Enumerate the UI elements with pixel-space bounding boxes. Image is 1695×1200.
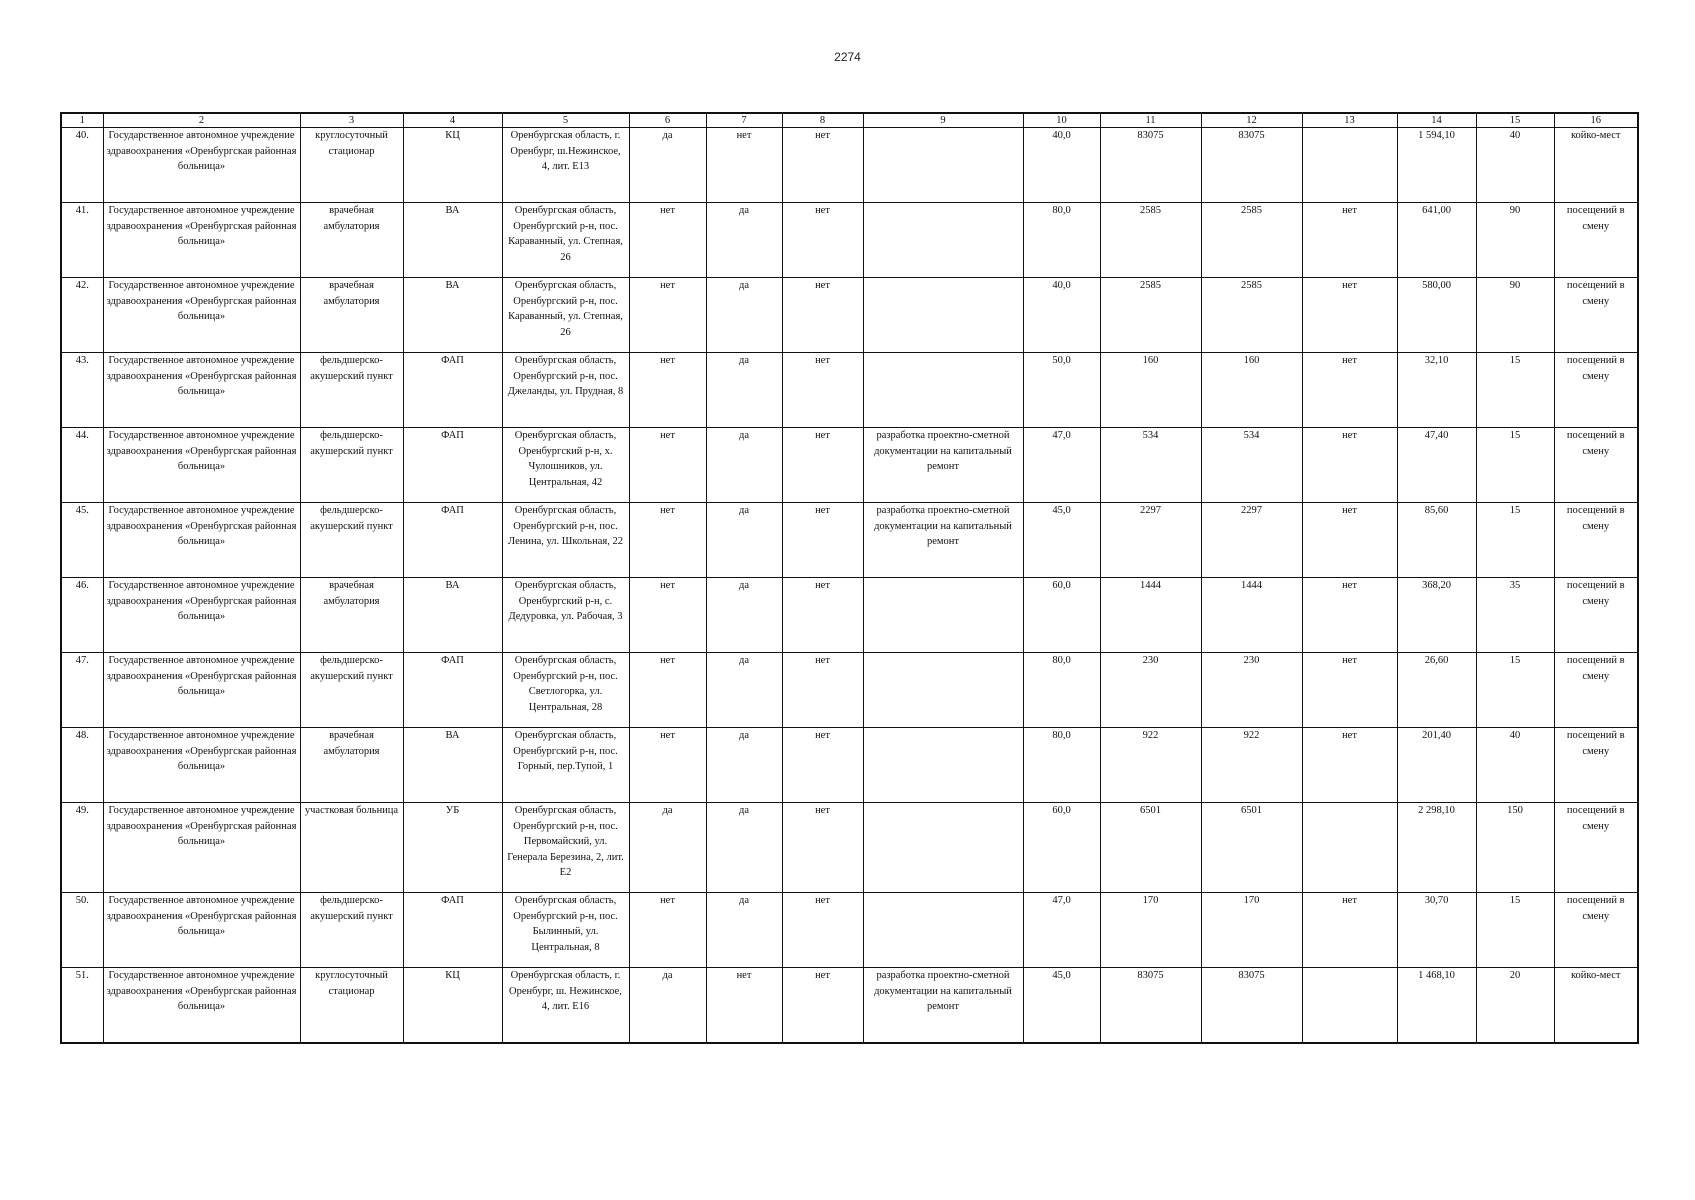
col-7-value: да xyxy=(706,653,782,728)
col-6-value: нет xyxy=(629,353,706,428)
row-number: 42. xyxy=(61,278,103,353)
facility-type: врачебная амбулатория xyxy=(300,728,403,803)
col-14-value: 1 594,10 xyxy=(1397,128,1476,203)
col-6-value: нет xyxy=(629,728,706,803)
column-header-7: 7 xyxy=(706,113,782,128)
works-description xyxy=(863,578,1023,653)
col-13-value xyxy=(1302,968,1397,1043)
col-8-value: нет xyxy=(782,503,863,578)
column-header-3: 3 xyxy=(300,113,403,128)
col-15-value: 90 xyxy=(1476,278,1554,353)
facility-type: врачебная амбулатория xyxy=(300,278,403,353)
col-15-value: 90 xyxy=(1476,203,1554,278)
facility-type: круглосуточный стационар xyxy=(300,128,403,203)
col-8-value: нет xyxy=(782,353,863,428)
address: Оренбургская область, Оренбургский р-н, х. Чулошников, ул. Центральная, 42 xyxy=(502,428,629,503)
capacity-unit: посещений в смену xyxy=(1554,503,1638,578)
address: Оренбургская область, Оренбургский р-н, пос. Былинный, ул. Центральная, 8 xyxy=(502,893,629,968)
table-row xyxy=(61,728,1638,803)
address: Оренбургская область, Оренбургский р-н, пос. Первомайский, ул. Генерала Березина, 2, лит. Е2 xyxy=(502,803,629,893)
col-10-value: 47,0 xyxy=(1023,428,1100,503)
col-6-value: нет xyxy=(629,278,706,353)
column-header-14: 14 xyxy=(1397,113,1476,128)
address: Оренбургская область, Оренбургский р-н, пос. Джеланды, ул. Прудная, 8 xyxy=(502,353,629,428)
row-number: 45. xyxy=(61,503,103,578)
works-description xyxy=(863,653,1023,728)
col-7-value: да xyxy=(706,353,782,428)
col-13-value: нет xyxy=(1302,728,1397,803)
facility-code: КЦ xyxy=(403,968,502,1043)
col-6-value: нет xyxy=(629,428,706,503)
col-13-value xyxy=(1302,803,1397,893)
column-header-5: 5 xyxy=(502,113,629,128)
facility-type: фельдшерско-акушерский пункт xyxy=(300,893,403,968)
organization-name: Государственное автономное учреждение здравоохранения «Оренбургская районная больница» xyxy=(103,278,300,353)
col-11-value: 922 xyxy=(1100,728,1201,803)
col-13-value: нет xyxy=(1302,893,1397,968)
works-description: разработка проектно-сметной документации на капитальный ремонт xyxy=(863,503,1023,578)
col-15-value: 150 xyxy=(1476,803,1554,893)
col-15-value: 40 xyxy=(1476,128,1554,203)
col-15-value: 15 xyxy=(1476,503,1554,578)
table-row xyxy=(61,578,1638,653)
col-14-value: 580,00 xyxy=(1397,278,1476,353)
col-11-value: 534 xyxy=(1100,428,1201,503)
col-11-value: 83075 xyxy=(1100,128,1201,203)
works-description xyxy=(863,893,1023,968)
col-15-value: 20 xyxy=(1476,968,1554,1043)
table-row xyxy=(61,803,1638,893)
facility-code: ФАП xyxy=(403,653,502,728)
col-10-value: 80,0 xyxy=(1023,203,1100,278)
row-number: 43. xyxy=(61,353,103,428)
col-11-value: 6501 xyxy=(1100,803,1201,893)
table-row xyxy=(61,653,1638,728)
facility-code: ФАП xyxy=(403,353,502,428)
capacity-unit: посещений в смену xyxy=(1554,653,1638,728)
column-header-13: 13 xyxy=(1302,113,1397,128)
col-7-value: нет xyxy=(706,128,782,203)
col-12-value: 2585 xyxy=(1201,278,1302,353)
page-number: 2274 xyxy=(834,50,861,64)
col-12-value: 83075 xyxy=(1201,128,1302,203)
col-11-value: 2297 xyxy=(1100,503,1201,578)
organization-name: Государственное автономное учреждение здравоохранения «Оренбургская районная больница» xyxy=(103,578,300,653)
works-description xyxy=(863,278,1023,353)
col-8-value: нет xyxy=(782,803,863,893)
col-15-value: 15 xyxy=(1476,653,1554,728)
facility-code: УБ xyxy=(403,803,502,893)
capacity-unit: посещений в смену xyxy=(1554,203,1638,278)
facility-type: круглосуточный стационар xyxy=(300,968,403,1043)
organization-name: Государственное автономное учреждение здравоохранения «Оренбургская районная больница» xyxy=(103,203,300,278)
organization-name: Государственное автономное учреждение здравоохранения «Оренбургская районная больница» xyxy=(103,968,300,1043)
column-header-11: 11 xyxy=(1100,113,1201,128)
organization-name: Государственное автономное учреждение здравоохранения «Оренбургская районная больница» xyxy=(103,728,300,803)
col-10-value: 45,0 xyxy=(1023,968,1100,1043)
row-number: 41. xyxy=(61,203,103,278)
col-10-value: 47,0 xyxy=(1023,893,1100,968)
address: Оренбургская область, г. Оренбург, ш. Нежинское, 4, лит. Е16 xyxy=(502,968,629,1043)
facilities-table xyxy=(60,112,1639,1044)
column-header-6: 6 xyxy=(629,113,706,128)
table-row xyxy=(61,278,1638,353)
col-15-value: 40 xyxy=(1476,728,1554,803)
col-8-value: нет xyxy=(782,968,863,1043)
col-6-value: нет xyxy=(629,203,706,278)
organization-name: Государственное автономное учреждение здравоохранения «Оренбургская районная больница» xyxy=(103,893,300,968)
row-number: 47. xyxy=(61,653,103,728)
col-6-value: да xyxy=(629,968,706,1043)
organization-name: Государственное автономное учреждение здравоохранения «Оренбургская районная больница» xyxy=(103,803,300,893)
facility-type: врачебная амбулатория xyxy=(300,578,403,653)
col-14-value: 85,60 xyxy=(1397,503,1476,578)
column-header-1: 1 xyxy=(61,113,103,128)
table-body xyxy=(61,128,1638,1043)
col-14-value: 47,40 xyxy=(1397,428,1476,503)
address: Оренбургская область, Оренбургский р-н, пос. Караванный, ул. Степная, 26 xyxy=(502,278,629,353)
facility-code: ВА xyxy=(403,203,502,278)
col-10-value: 60,0 xyxy=(1023,578,1100,653)
works-description xyxy=(863,128,1023,203)
col-15-value: 15 xyxy=(1476,353,1554,428)
col-13-value: нет xyxy=(1302,578,1397,653)
col-7-value: нет xyxy=(706,968,782,1043)
col-8-value: нет xyxy=(782,578,863,653)
capacity-unit: посещений в смену xyxy=(1554,803,1638,893)
col-11-value: 2585 xyxy=(1100,203,1201,278)
col-10-value: 60,0 xyxy=(1023,803,1100,893)
col-7-value: да xyxy=(706,203,782,278)
col-11-value: 160 xyxy=(1100,353,1201,428)
address: Оренбургская область, Оренбургский р-н, с. Дедуровка, ул. Рабочая, 3 xyxy=(502,578,629,653)
col-14-value: 368,20 xyxy=(1397,578,1476,653)
row-number: 44. xyxy=(61,428,103,503)
col-7-value: да xyxy=(706,278,782,353)
col-8-value: нет xyxy=(782,203,863,278)
col-13-value xyxy=(1302,128,1397,203)
col-14-value: 2 298,10 xyxy=(1397,803,1476,893)
col-6-value: нет xyxy=(629,893,706,968)
capacity-unit: посещений в смену xyxy=(1554,728,1638,803)
address: Оренбургская область, г. Оренбург, ш.Нежинское, 4, лит. Е13 xyxy=(502,128,629,203)
col-12-value: 230 xyxy=(1201,653,1302,728)
col-12-value: 922 xyxy=(1201,728,1302,803)
facility-code: КЦ xyxy=(403,128,502,203)
col-14-value: 201,40 xyxy=(1397,728,1476,803)
col-6-value: нет xyxy=(629,578,706,653)
col-12-value: 2585 xyxy=(1201,203,1302,278)
col-15-value: 15 xyxy=(1476,428,1554,503)
col-13-value: нет xyxy=(1302,428,1397,503)
col-11-value: 2585 xyxy=(1100,278,1201,353)
row-number: 40. xyxy=(61,128,103,203)
capacity-unit: посещений в смену xyxy=(1554,893,1638,968)
organization-name: Государственное автономное учреждение здравоохранения «Оренбургская районная больница» xyxy=(103,428,300,503)
row-number: 50. xyxy=(61,893,103,968)
works-description: разработка проектно-сметной документации на капитальный ремонт xyxy=(863,968,1023,1043)
capacity-unit: посещений в смену xyxy=(1554,353,1638,428)
capacity-unit: койко-мест xyxy=(1554,968,1638,1043)
col-7-value: да xyxy=(706,428,782,503)
col-12-value: 6501 xyxy=(1201,803,1302,893)
facility-code: ФАП xyxy=(403,893,502,968)
facility-type: врачебная амбулатория xyxy=(300,203,403,278)
table-row xyxy=(61,968,1638,1043)
col-10-value: 40,0 xyxy=(1023,128,1100,203)
col-7-value: да xyxy=(706,503,782,578)
table-row xyxy=(61,203,1638,278)
column-header-15: 15 xyxy=(1476,113,1554,128)
col-14-value: 32,10 xyxy=(1397,353,1476,428)
column-header-4: 4 xyxy=(403,113,502,128)
col-6-value: да xyxy=(629,128,706,203)
col-7-value: да xyxy=(706,578,782,653)
table-row xyxy=(61,503,1638,578)
organization-name: Государственное автономное учреждение здравоохранения «Оренбургская районная больница» xyxy=(103,653,300,728)
facility-type: фельдшерско-акушерский пункт xyxy=(300,653,403,728)
col-7-value: да xyxy=(706,893,782,968)
column-header-16: 16 xyxy=(1554,113,1638,128)
col-10-value: 40,0 xyxy=(1023,278,1100,353)
column-header-2: 2 xyxy=(103,113,300,128)
col-13-value: нет xyxy=(1302,353,1397,428)
col-8-value: нет xyxy=(782,428,863,503)
col-15-value: 35 xyxy=(1476,578,1554,653)
works-description xyxy=(863,203,1023,278)
col-11-value: 83075 xyxy=(1100,968,1201,1043)
col-14-value: 641,00 xyxy=(1397,203,1476,278)
col-10-value: 45,0 xyxy=(1023,503,1100,578)
organization-name: Государственное автономное учреждение здравоохранения «Оренбургская районная больница» xyxy=(103,503,300,578)
col-8-value: нет xyxy=(782,653,863,728)
col-6-value: нет xyxy=(629,503,706,578)
facility-code: ВА xyxy=(403,278,502,353)
facility-type: участковая больница xyxy=(300,803,403,893)
col-14-value: 30,70 xyxy=(1397,893,1476,968)
address: Оренбургская область, Оренбургский р-н, пос. Светлогорка, ул. Центральная, 28 xyxy=(502,653,629,728)
facility-type: фельдшерско-акушерский пункт xyxy=(300,353,403,428)
works-description: разработка проектно-сметной документации на капитальный ремонт xyxy=(863,428,1023,503)
col-8-value: нет xyxy=(782,893,863,968)
col-7-value: да xyxy=(706,803,782,893)
table-row xyxy=(61,893,1638,968)
col-6-value: нет xyxy=(629,653,706,728)
col-12-value: 83075 xyxy=(1201,968,1302,1043)
capacity-unit: посещений в смену xyxy=(1554,278,1638,353)
col-12-value: 534 xyxy=(1201,428,1302,503)
organization-name: Государственное автономное учреждение здравоохранения «Оренбургская районная больница» xyxy=(103,353,300,428)
row-number: 51. xyxy=(61,968,103,1043)
works-description xyxy=(863,353,1023,428)
col-8-value: нет xyxy=(782,128,863,203)
col-13-value: нет xyxy=(1302,203,1397,278)
col-12-value: 170 xyxy=(1201,893,1302,968)
col-10-value: 80,0 xyxy=(1023,653,1100,728)
table-row xyxy=(61,353,1638,428)
column-header-12: 12 xyxy=(1201,113,1302,128)
organization-name: Государственное автономное учреждение здравоохранения «Оренбургская районная больница» xyxy=(103,128,300,203)
col-11-value: 170 xyxy=(1100,893,1201,968)
col-13-value: нет xyxy=(1302,278,1397,353)
table-row xyxy=(61,128,1638,203)
column-header-9: 9 xyxy=(863,113,1023,128)
capacity-unit: посещений в смену xyxy=(1554,578,1638,653)
capacity-unit: койко-мест xyxy=(1554,128,1638,203)
address: Оренбургская область, Оренбургский р-н, пос. Ленина, ул. Школьная, 22 xyxy=(502,503,629,578)
facility-code: ФАП xyxy=(403,503,502,578)
col-15-value: 15 xyxy=(1476,893,1554,968)
col-8-value: нет xyxy=(782,728,863,803)
works-description xyxy=(863,803,1023,893)
facility-code: ВА xyxy=(403,578,502,653)
col-11-value: 230 xyxy=(1100,653,1201,728)
col-13-value: нет xyxy=(1302,653,1397,728)
col-8-value: нет xyxy=(782,278,863,353)
column-number-row xyxy=(61,113,1638,128)
row-number: 48. xyxy=(61,728,103,803)
col-7-value: да xyxy=(706,728,782,803)
address: Оренбургская область, Оренбургский р-н, пос. Караванный, ул. Степная, 26 xyxy=(502,203,629,278)
col-12-value: 2297 xyxy=(1201,503,1302,578)
col-10-value: 80,0 xyxy=(1023,728,1100,803)
table-row xyxy=(61,428,1638,503)
row-number: 49. xyxy=(61,803,103,893)
facility-code: ФАП xyxy=(403,428,502,503)
facility-code: ВА xyxy=(403,728,502,803)
column-header-10: 10 xyxy=(1023,113,1100,128)
col-6-value: да xyxy=(629,803,706,893)
column-header-8: 8 xyxy=(782,113,863,128)
works-description xyxy=(863,728,1023,803)
col-13-value: нет xyxy=(1302,503,1397,578)
address: Оренбургская область, Оренбургский р-н, пос. Горный, пер.Тупой, 1 xyxy=(502,728,629,803)
col-12-value: 1444 xyxy=(1201,578,1302,653)
col-14-value: 26,60 xyxy=(1397,653,1476,728)
col-10-value: 50,0 xyxy=(1023,353,1100,428)
row-number: 46. xyxy=(61,578,103,653)
capacity-unit: посещений в смену xyxy=(1554,428,1638,503)
col-11-value: 1444 xyxy=(1100,578,1201,653)
col-14-value: 1 468,10 xyxy=(1397,968,1476,1043)
facility-type: фельдшерско-акушерский пункт xyxy=(300,428,403,503)
facility-type: фельдшерско-акушерский пункт xyxy=(300,503,403,578)
col-12-value: 160 xyxy=(1201,353,1302,428)
